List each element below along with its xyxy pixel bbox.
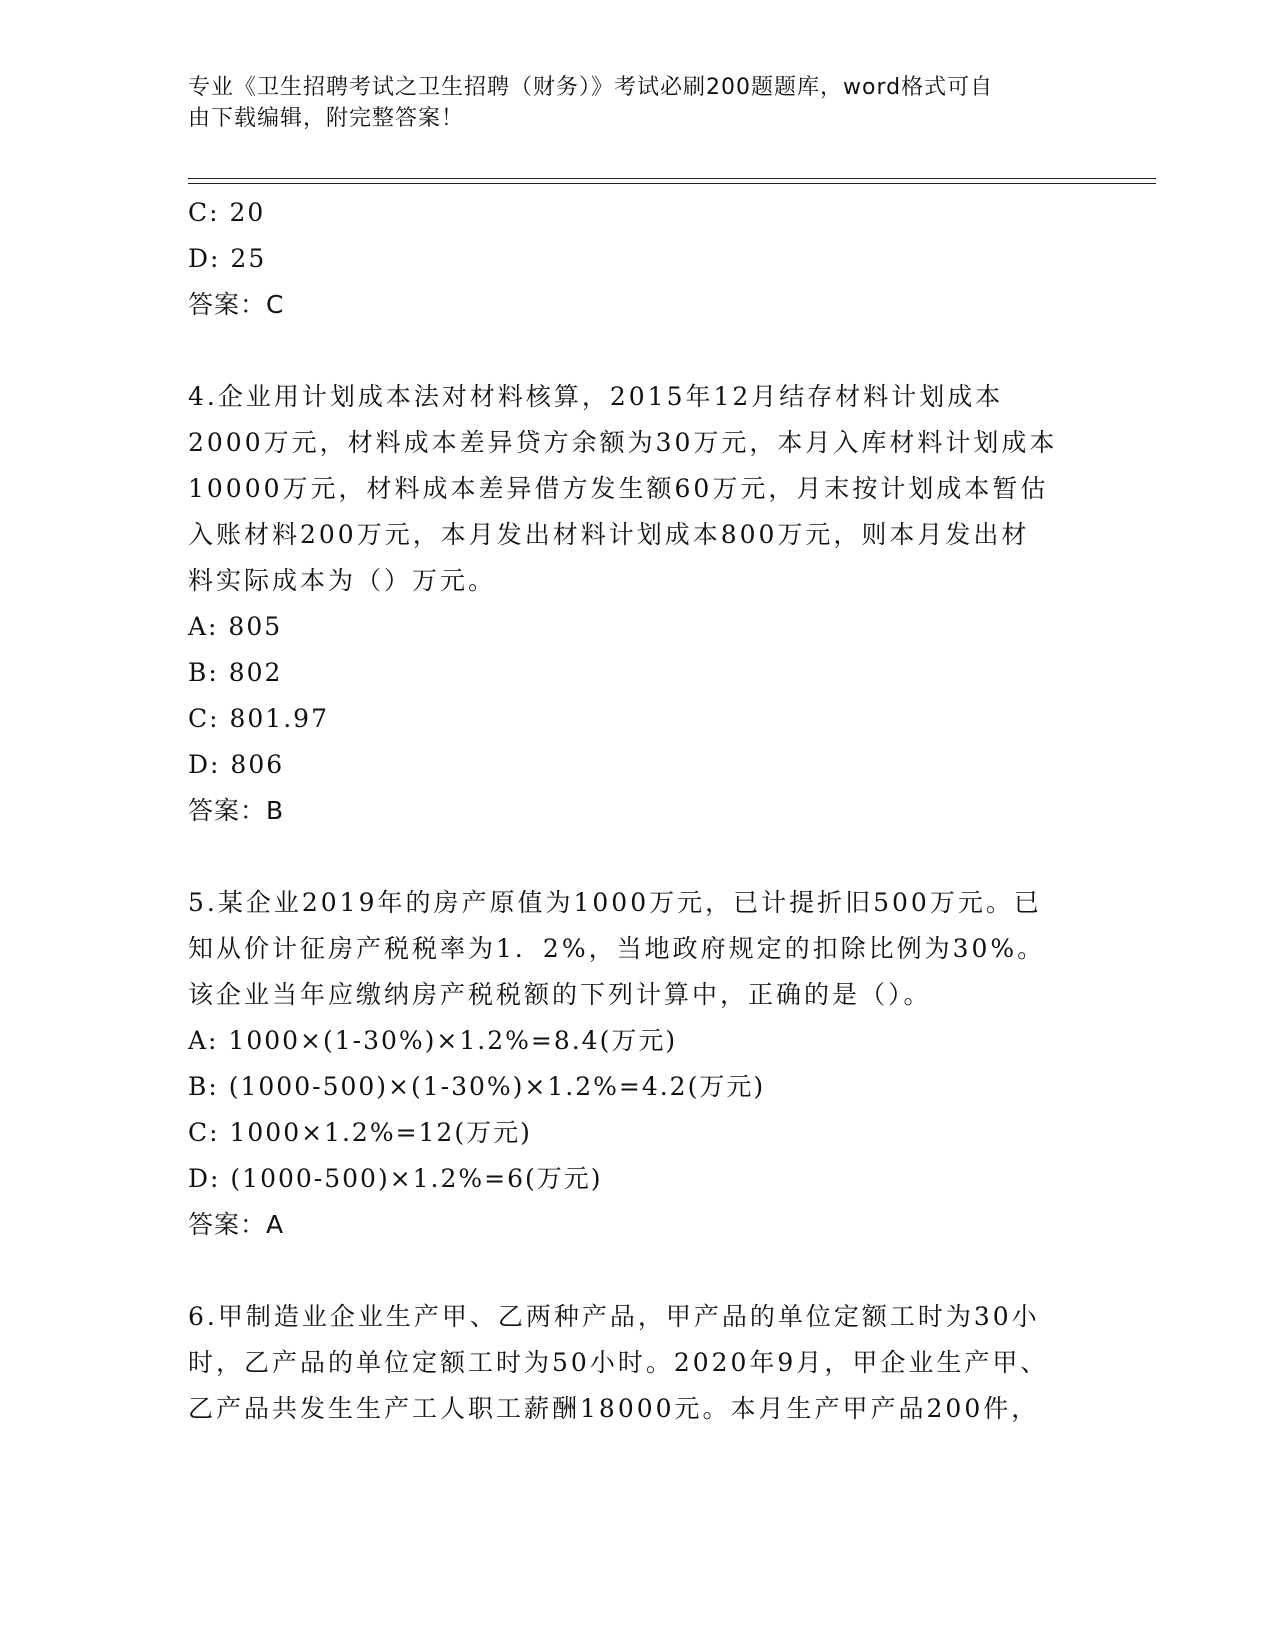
option-c: C: 20 xyxy=(188,198,266,227)
question-line: 6.甲制造业企业生产甲、乙两种产品，甲产品的单位定额工时为30小 xyxy=(188,1302,1040,1331)
question-5-block xyxy=(188,880,1088,1248)
header-line-2: 由下载编辑，附完整答案！ xyxy=(188,106,465,131)
option-d: D: (1000-500)×1.2%=6(万元) xyxy=(188,1164,603,1193)
option-d: D: 806 xyxy=(188,750,285,779)
document-header xyxy=(188,72,1068,134)
question-line: 入账材料200万元，本月发出材料计划成本800万元，则本月发出材 xyxy=(188,520,1030,549)
header-line-1: 专业《卫生招聘考试之卫生招聘（财务）》考试必刷200题题库，word格式可自 xyxy=(188,75,994,100)
question-line: 该企业当年应缴纳房产税税额的下列计算中，正确的是（）。 xyxy=(188,980,932,1009)
question-6-text xyxy=(188,1294,1088,1432)
option-c: C: 801.97 xyxy=(188,704,329,733)
spacer xyxy=(188,1248,1088,1294)
spacer xyxy=(188,834,1088,880)
question-3-block xyxy=(188,190,1088,328)
option-a: A: 1000×(1-30%)×1.2%=8.4(万元) xyxy=(188,1026,678,1055)
option-d: D: 25 xyxy=(188,244,267,273)
question-line: 知从价计征房产税税率为1．2%，当地政府规定的扣除比例为30%。 xyxy=(188,934,1046,963)
question-line: 料实际成本为（）万元。 xyxy=(188,566,497,595)
option-b: B: (1000-500)×(1-30%)×1.2%=4.2(万元) xyxy=(188,1072,766,1101)
question-4-text xyxy=(188,374,1088,604)
answer-line: 答案：B xyxy=(188,796,285,825)
option-a: A: 805 xyxy=(188,612,283,641)
question-line: 时，乙产品的单位定额工时为50小时。2020年9月，甲企业生产甲、 xyxy=(188,1348,1049,1377)
question-6-block xyxy=(188,1294,1088,1432)
question-5-text xyxy=(188,880,1088,1018)
header-divider-top xyxy=(188,178,1156,179)
answer-line: 答案：A xyxy=(188,1210,285,1239)
spacer xyxy=(188,328,1088,374)
question-line: 乙产品共发生生产工人职工薪酬18000元。本月生产甲产品200件， xyxy=(188,1394,1040,1423)
answer-line: 答案：C xyxy=(188,290,285,319)
option-c: C: 1000×1.2%=12(万元) xyxy=(188,1118,532,1147)
question-line: 5.某企业2019年的房产原值为1000万元，已计提折旧500万元。已 xyxy=(188,888,1042,917)
question-4-block xyxy=(188,374,1088,834)
option-b: B: 802 xyxy=(188,658,283,687)
question-line: 2000万元，材料成本差异贷方余额为30万元，本月入库材料计划成本 xyxy=(188,428,1058,457)
header-divider-bottom xyxy=(188,183,1156,184)
document-body xyxy=(188,190,1088,1432)
question-line: 4.企业用计划成本法对材料核算，2015年12月结存材料计划成本 xyxy=(188,382,1004,411)
question-line: 10000万元，材料成本差异借方发生额60万元，月末按计划成本暂估 xyxy=(188,474,1049,503)
